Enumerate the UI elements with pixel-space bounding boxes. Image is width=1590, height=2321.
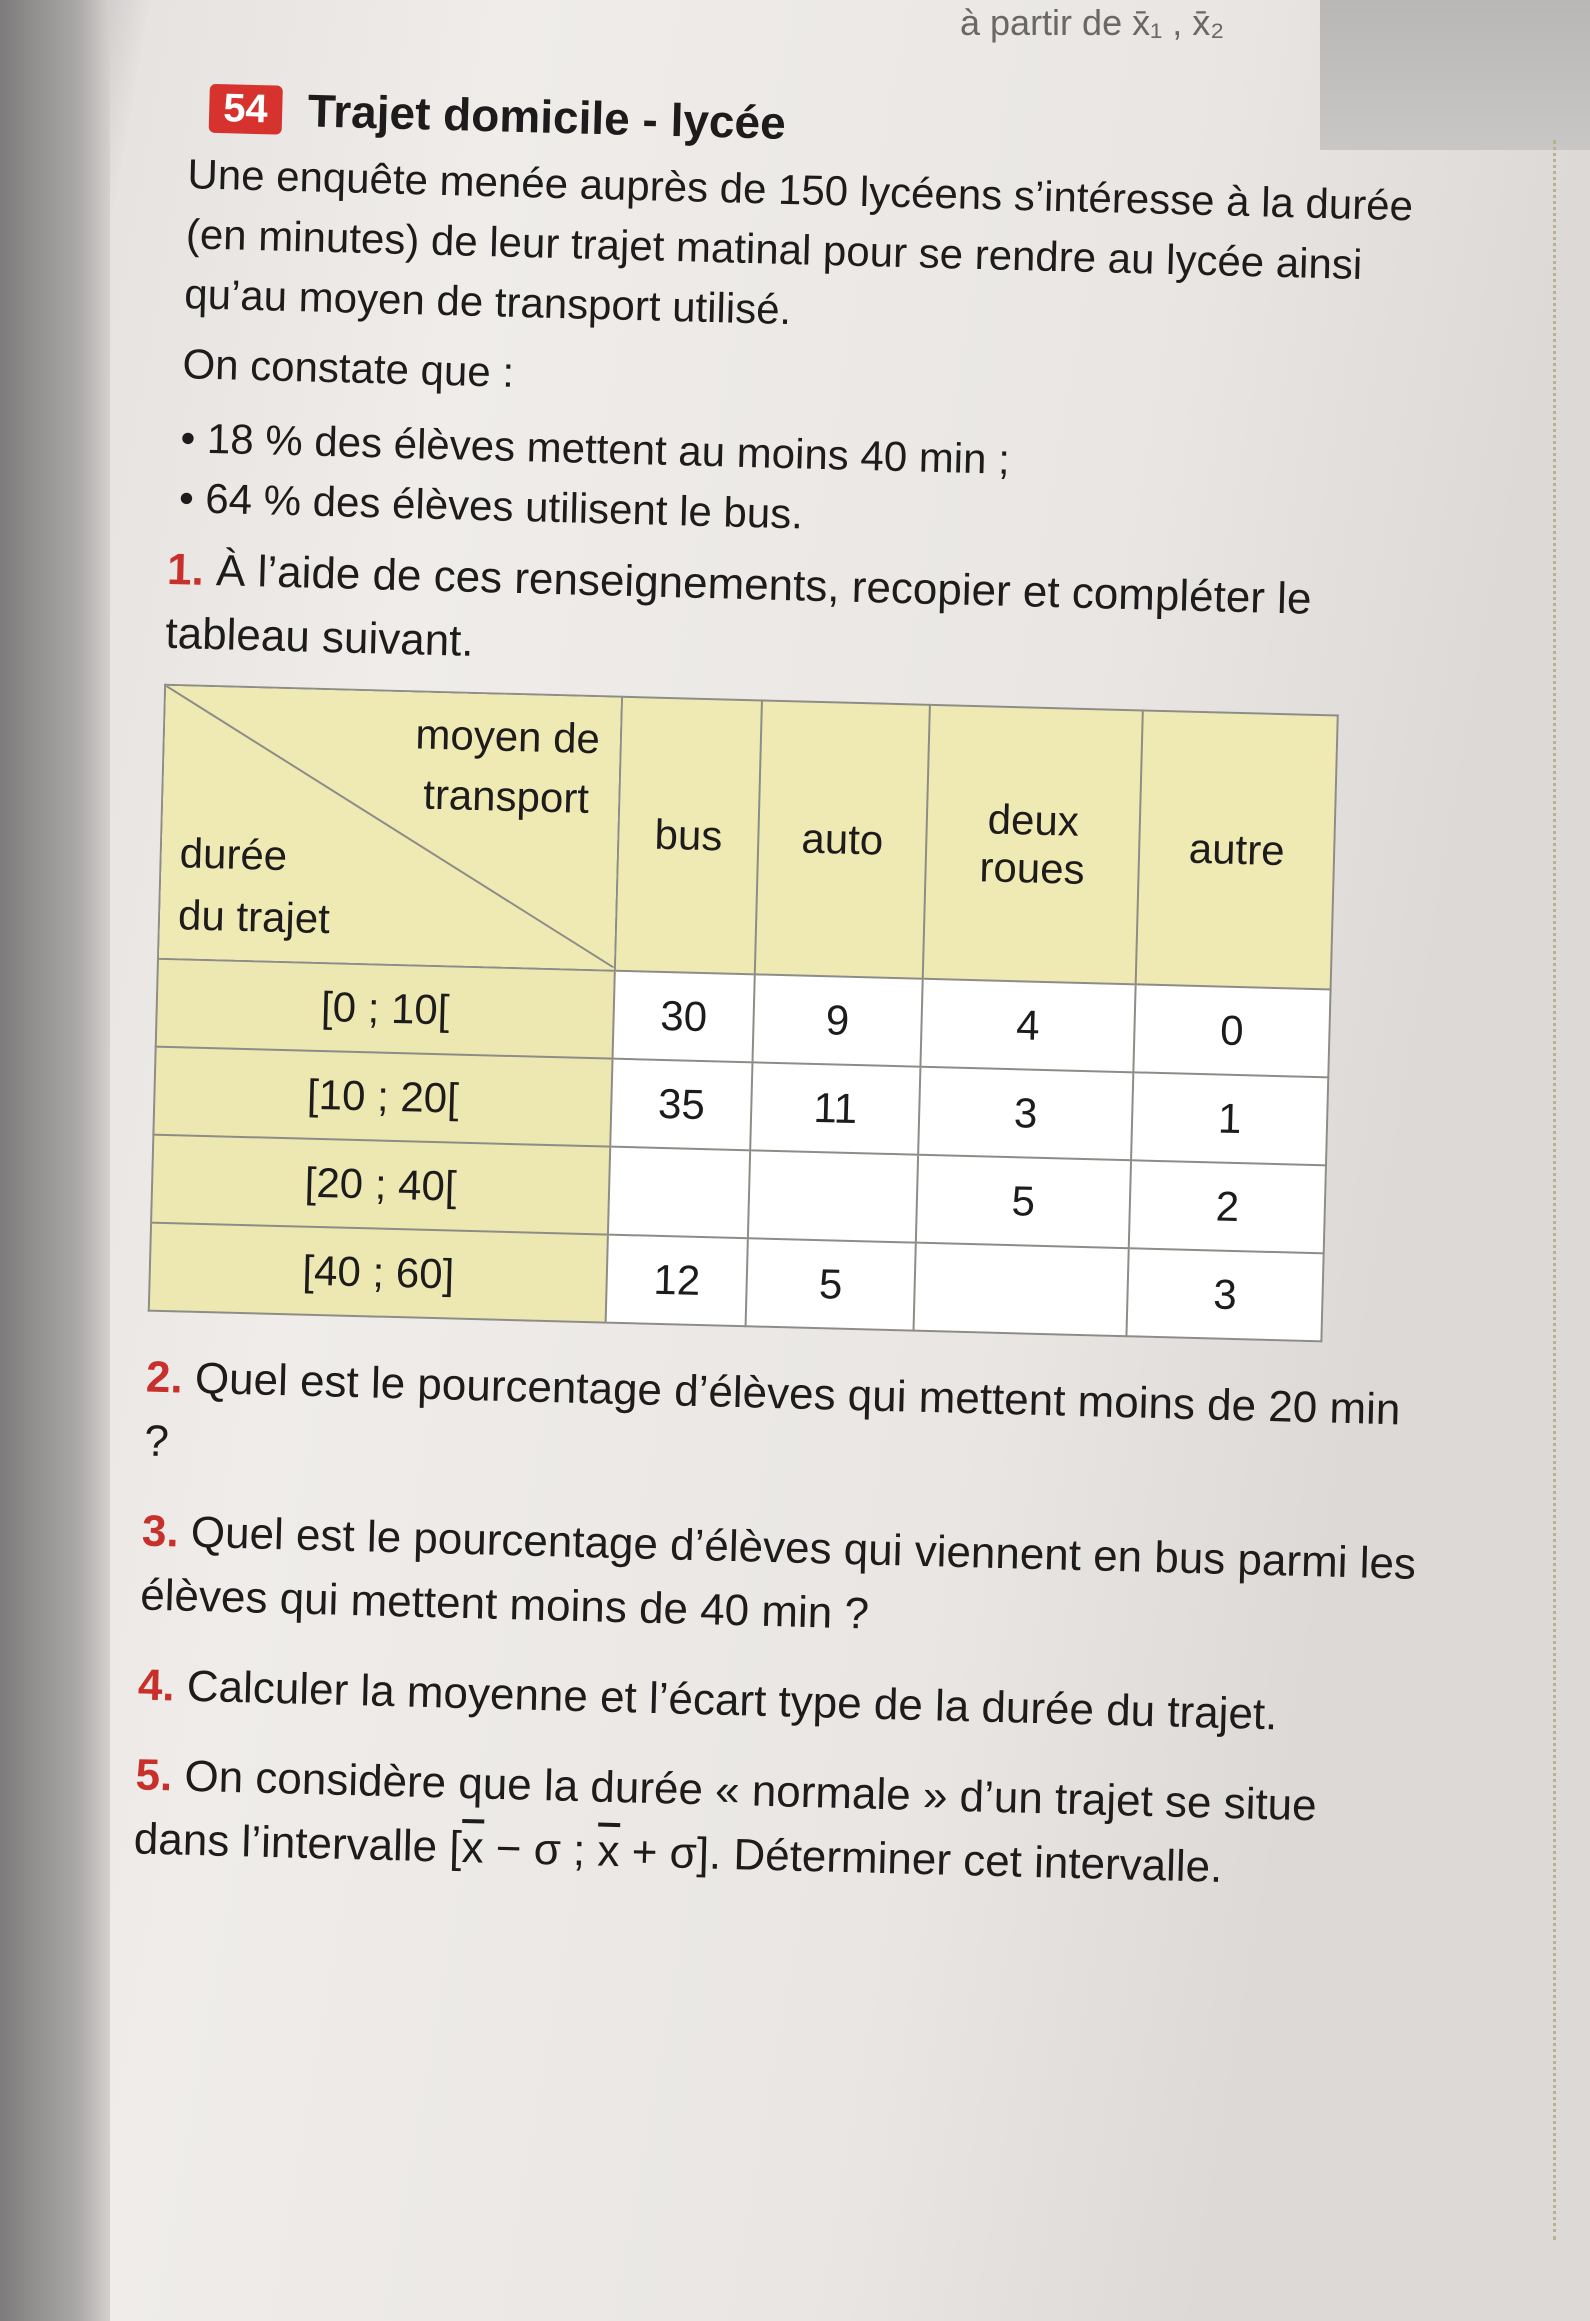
question-number: 2.	[145, 1352, 184, 1403]
top-note: à partir de x̄₁ , x̄₂	[960, 2, 1225, 43]
cell-bus: 30	[613, 971, 755, 1063]
corner-top-line: transport	[422, 770, 590, 822]
cell-bus	[608, 1147, 750, 1239]
bullet-item: • 18 % des élèves mettent au moins 40 min ;	[180, 408, 1451, 501]
question-text: À l’aide de ces renseignements, recopier et compléter le tableau suivant.	[164, 546, 1313, 666]
formula-bracket: ]	[696, 1829, 710, 1879]
question-text: Quel est le pourcentage d’élèves qui viennent en bus parmi les élèves qui mettent moins de 40 min ?	[139, 1507, 1417, 1639]
cell-bus: 12	[606, 1235, 748, 1327]
book-spine-shadow	[0, 0, 110, 2321]
data-table	[148, 684, 1339, 1343]
corner-top-label	[413, 704, 601, 829]
question-1	[165, 538, 1448, 699]
question-5	[133, 1743, 1416, 1904]
bullet-item: • 64 % des élèves utilisent le bus.	[178, 468, 1449, 561]
question-number: 1.	[166, 544, 205, 595]
cell-auto	[748, 1150, 918, 1242]
cell-auto: 5	[746, 1238, 916, 1330]
table-corner-cell	[158, 685, 622, 971]
cell-deux-roues: 4	[920, 979, 1135, 1073]
corner-top-line: moyen de	[414, 710, 601, 763]
cell-autre: 3	[1126, 1248, 1323, 1341]
question-4	[137, 1653, 1418, 1750]
cell-deux-roues: 3	[918, 1067, 1133, 1161]
cell-deux-roues	[913, 1243, 1128, 1337]
cell-auto: 11	[750, 1062, 920, 1154]
question-text: On considère que la durée « normale » d’un trajet se situe dans l’intervalle	[133, 1751, 1318, 1872]
row-duration: [40 ; 60]	[149, 1223, 608, 1323]
question-3	[139, 1500, 1422, 1661]
question-number: 5.	[134, 1750, 173, 1801]
formula-bracket: [	[448, 1822, 463, 1872]
margin-dotted-rule	[1553, 140, 1556, 2240]
row-duration: [10 ; 20[	[153, 1047, 612, 1147]
question-text: Calculer la moyenne et l’écart type de la durée du trajet.	[186, 1661, 1278, 1740]
exercise-number-badge: 54	[209, 83, 283, 134]
interval-formula	[449, 1823, 710, 1879]
formula-part: + σ	[618, 1827, 698, 1879]
column-header-line: roues	[978, 843, 1086, 893]
cell-deux-roues: 5	[916, 1155, 1131, 1249]
bullet-list	[168, 408, 1451, 561]
table-header-row	[158, 685, 1338, 990]
question-number: 4.	[137, 1660, 176, 1711]
column-header-deux-roues	[923, 705, 1143, 984]
cell-autre: 1	[1131, 1072, 1328, 1165]
question-number: 3.	[141, 1506, 180, 1557]
exercise-constat: On constate que :	[181, 340, 515, 396]
row-duration: [20 ; 40[	[151, 1135, 610, 1235]
column-header-bus: bus	[615, 697, 762, 975]
x-bar-symbol: $\overline{x}$	[460, 1822, 485, 1873]
question-text: Quel est le pourcentage d’élèves qui mettent moins de 20 min ?	[143, 1353, 1401, 1467]
cell-autre: 0	[1133, 984, 1330, 1077]
column-header-line: deux	[987, 795, 1080, 845]
exercise-intro: Une enquête menée auprès de 150 lycéens s’intéresse à la durée (en minutes) de leur trajet matinal pour se rendre au lycée ainsi qu’au moyen de transport utilisé.	[183, 150, 1414, 334]
row-duration: [0 ; 10[	[156, 959, 615, 1059]
textbook-page	[133, 80, 1459, 1905]
x-bar-symbol: $\overline{x}$	[596, 1826, 621, 1877]
formula-part: − σ ;	[482, 1823, 599, 1876]
cell-auto: 9	[753, 974, 923, 1066]
column-header-auto: auto	[755, 700, 930, 978]
column-header-autre: autre	[1136, 710, 1338, 989]
question-2	[144, 1346, 1427, 1507]
question-text: . Déterminer cet intervalle.	[708, 1829, 1224, 1892]
cell-bus: 35	[610, 1059, 752, 1151]
corner-bottom-label	[177, 822, 332, 950]
exercise-title: Trajet domicile - lycée	[307, 84, 787, 149]
corner-bottom-line: durée	[179, 829, 288, 880]
corner-bottom-line: du trajet	[177, 891, 331, 943]
cell-autre: 2	[1129, 1160, 1326, 1253]
